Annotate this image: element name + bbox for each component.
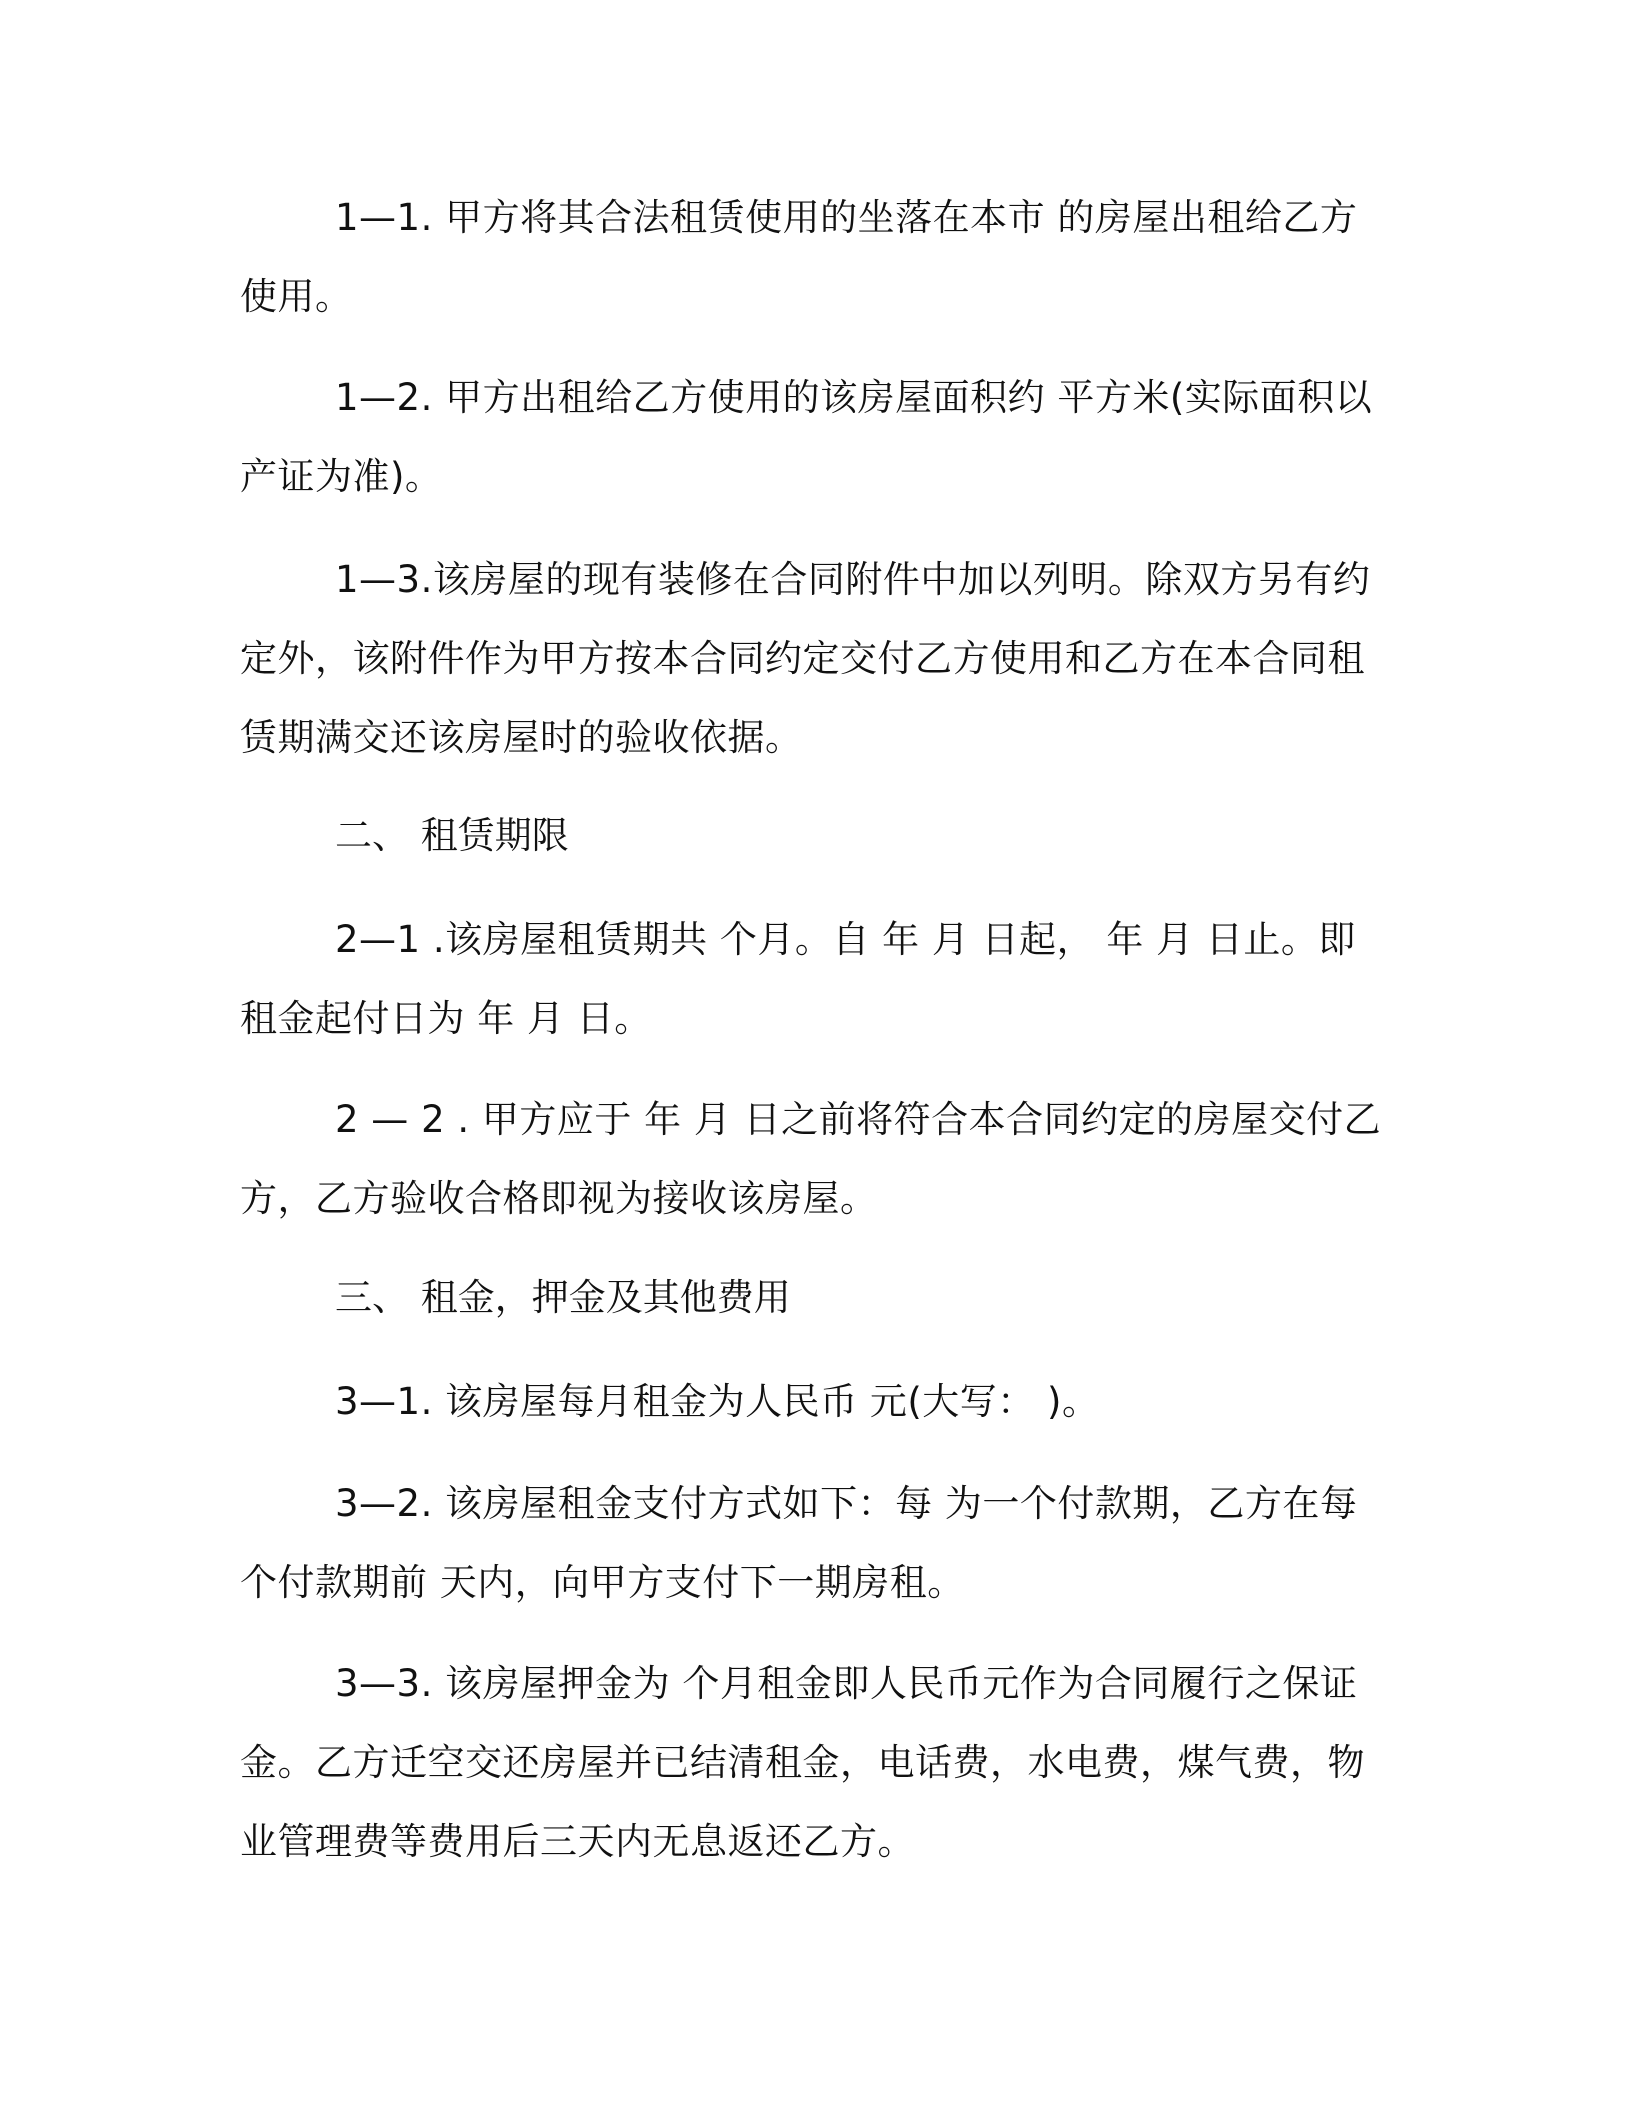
clause-3-1: 3—1. 该房屋每月租金为人民币 元(大写： )。	[335, 1380, 1100, 1423]
clause-3-3: 3—3. 该房屋押金为 个月租金即人民币元作为合同履行之保证金。乙方迁空交还房屋并已结清租金，电话费，水电费，煤气费，物业管理费等费用后三天内无息返还乙方。	[240, 1662, 1365, 1863]
clause-1-3: 1—3.该房屋的现有装修在合同附件中加以列明。除双方另有约定外，该附件作为甲方按本合同约定交付乙方使用和乙方在本合同租赁期满交还该房屋时的验收依据。	[240, 558, 1371, 759]
clause-2-1: 2—1 .该房屋租赁期共 个月。自 年 月 日起， 年 月 日止。即租金起付日为 年 月 日。	[240, 918, 1356, 1040]
clause-1-1: 1—1. 甲方将其合法租赁使用的坐落在本市 的房屋出租给乙方使用。	[240, 196, 1358, 318]
clause-1-2: 1—2. 甲方出租给乙方使用的该房屋面积约 平方米(实际面积以产证为准)。	[240, 376, 1373, 498]
clause-2-2: 2 — 2 . 甲方应于 年 月 日之前将符合本合同约定的房屋交付乙方，乙方验收合格即视为接收该房屋。	[240, 1098, 1382, 1220]
section-heading-3: 三、 租金，押金及其他费用	[335, 1276, 791, 1319]
section-heading-2: 二、 租赁期限	[335, 814, 569, 857]
clause-3-2: 3—2. 该房屋租金支付方式如下：每 为一个付款期，乙方在每个付款期前 天内，向甲方支付下一期房租。	[240, 1482, 1358, 1604]
